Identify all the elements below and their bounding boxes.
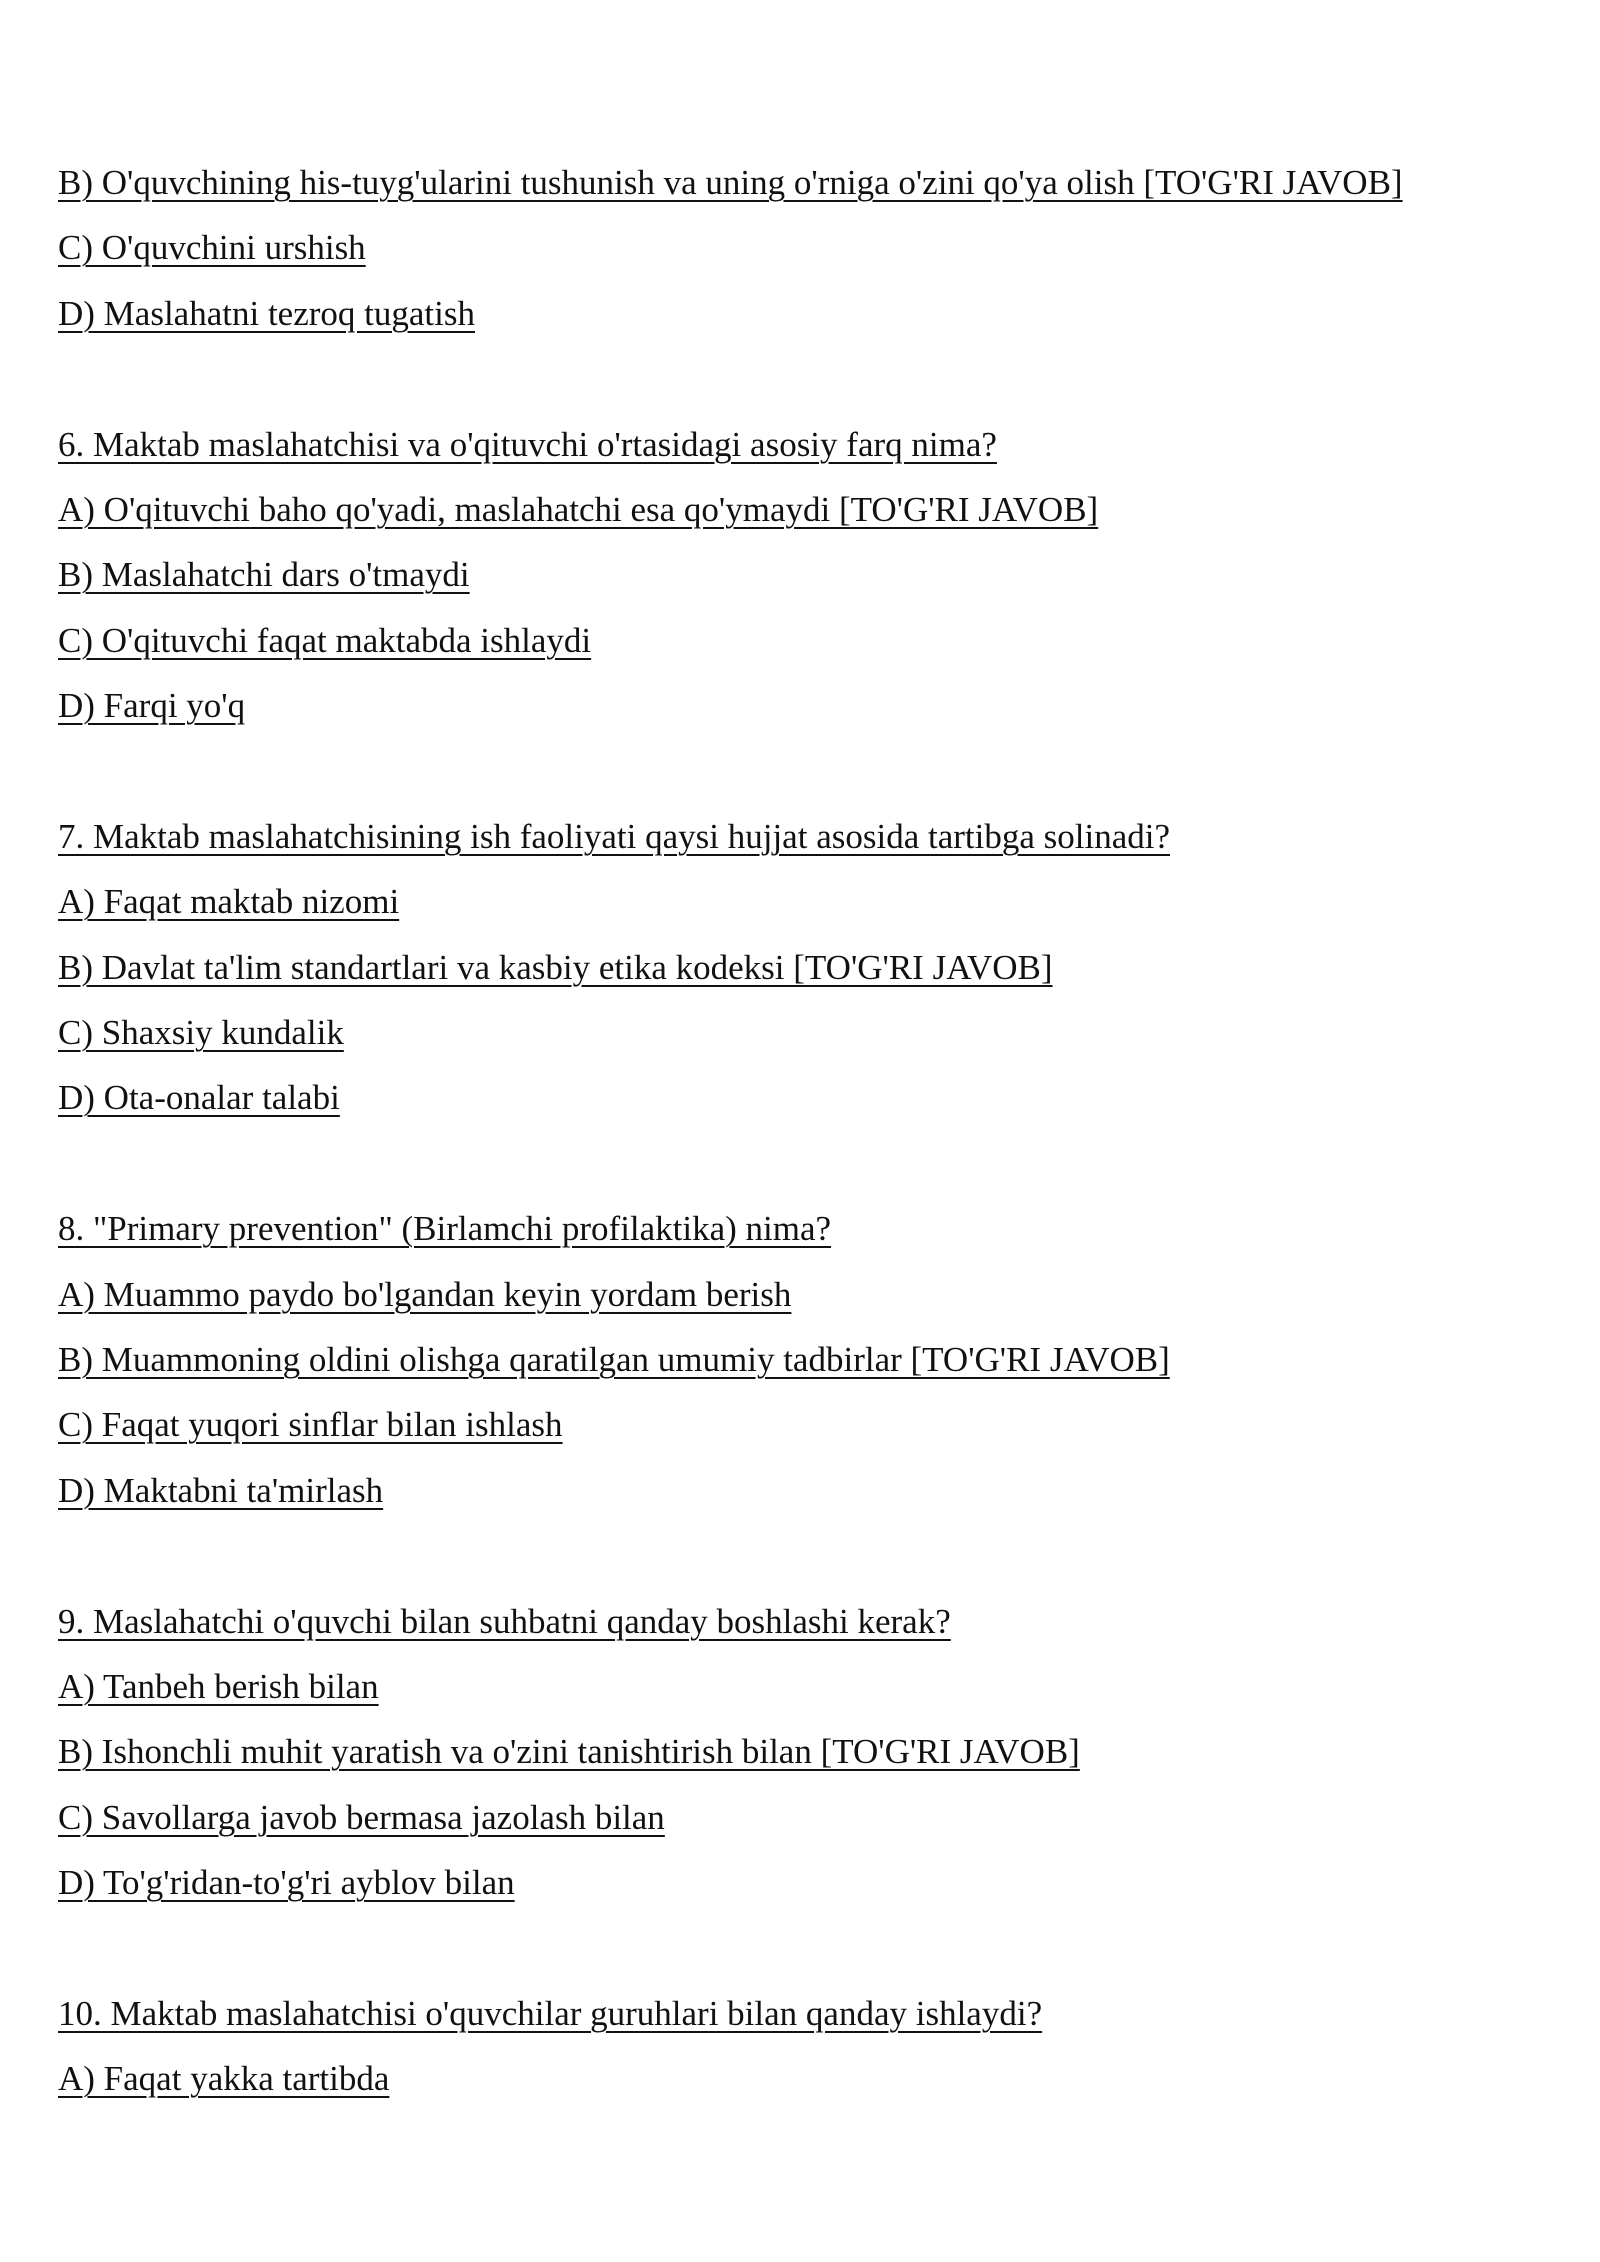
q7-option-b bbox=[58, 935, 1558, 1000]
q6-option-a-text: A) O'qituvchi baho qo'yadi, maslahatchi esa qo'ymaydi [TO'G'RI JAVOB] bbox=[58, 489, 1099, 529]
q8-option-b-text: B) Muammoning oldini olishga qaratilgan umumiy tadbirlar [TO'G'RI JAVOB] bbox=[58, 1340, 1170, 1380]
q8-question bbox=[58, 1196, 1558, 1261]
q9-option-c-text: C) Savollarga javob bermasa jazolash bilan bbox=[58, 1797, 665, 1837]
q7-option-d-text: D) Ota-onalar talabi bbox=[58, 1078, 340, 1118]
q9-question-text: 9. Maslahatchi o'quvchi bilan suhbatni qanday boshlashi kerak? bbox=[58, 1601, 951, 1641]
q6-option-c-text: C) O'qituvchi faqat maktabda ishlaydi bbox=[58, 620, 592, 660]
q8-question-text: 8. "Primary prevention" (Birlamchi profilaktika) nima? bbox=[58, 1209, 832, 1249]
q9-question bbox=[58, 1589, 1558, 1654]
q9-option-a bbox=[58, 1654, 1558, 1719]
spacer bbox=[58, 1523, 1558, 1588]
q6-option-c bbox=[58, 608, 1558, 673]
spacer bbox=[58, 1131, 1558, 1196]
q8-option-c-text: C) Faqat yuqori sinflar bilan ishlash bbox=[58, 1405, 563, 1445]
quiz-content bbox=[58, 150, 1558, 2112]
q9-option-d bbox=[58, 1850, 1558, 1915]
q9-option-a-text: A) Tanbeh berish bilan bbox=[58, 1666, 379, 1706]
q7-option-a bbox=[58, 869, 1558, 934]
q7-question bbox=[58, 804, 1558, 869]
spacer bbox=[58, 1916, 1558, 1981]
q8-option-c bbox=[58, 1392, 1558, 1457]
q9-option-b-text: B) Ishonchli muhit yaratish va o'zini tanishtirish bilan [TO'G'RI JAVOB] bbox=[58, 1732, 1080, 1772]
q7-option-c-text: C) Shaxsiy kundalik bbox=[58, 1013, 344, 1053]
q7-option-b-text: B) Davlat ta'lim standartlari va kasbiy etika kodeksi [TO'G'RI JAVOB] bbox=[58, 947, 1053, 987]
q5-option-d bbox=[58, 281, 1558, 346]
q5-option-b-text: B) O'quvchining his-tuyg'ularini tushunish va uning o'rniga o'zini qo'ya olish [TO'G'RI JAVOB] bbox=[58, 163, 1403, 202]
q6-option-a bbox=[58, 477, 1558, 542]
q9-option-d-text: D) To'g'ridan-to'g'ri ayblov bilan bbox=[58, 1863, 515, 1903]
q9-option-b bbox=[58, 1719, 1558, 1784]
spacer bbox=[58, 739, 1558, 804]
q5-option-d-text: D) Maslahatni tezroq tugatish bbox=[58, 293, 475, 333]
q8-option-a bbox=[58, 1262, 1558, 1327]
q6-option-d bbox=[58, 673, 1558, 738]
q6-option-b-text: B) Maslahatchi dars o'tmaydi bbox=[58, 555, 470, 595]
q7-option-a-text: A) Faqat maktab nizomi bbox=[58, 882, 400, 922]
q7-question-text: 7. Maktab maslahatchisining ish faoliyati qaysi hujjat asosida tartibga solinadi? bbox=[58, 816, 1170, 856]
spacer bbox=[58, 346, 1558, 411]
q8-option-b bbox=[58, 1327, 1558, 1392]
q5-option-b bbox=[58, 150, 1558, 215]
q10-option-a-text: A) Faqat yakka tartibda bbox=[58, 2059, 390, 2099]
q8-option-d bbox=[58, 1458, 1558, 1523]
q6-option-d-text: D) Farqi yo'q bbox=[58, 686, 246, 726]
q6-question bbox=[58, 412, 1558, 477]
q5-option-c-text: C) O'quvchini urshish bbox=[58, 228, 366, 268]
q8-option-d-text: D) Maktabni ta'mirlash bbox=[58, 1470, 384, 1510]
q5-option-c bbox=[58, 215, 1558, 280]
q7-option-c bbox=[58, 1000, 1558, 1065]
q9-option-c bbox=[58, 1785, 1558, 1850]
q10-option-a bbox=[58, 2046, 1558, 2111]
q6-question-text: 6. Maktab maslahatchisi va o'qituvchi o'rtasidagi asosiy farq nima? bbox=[58, 424, 997, 464]
q10-question bbox=[58, 1981, 1558, 2046]
q10-question-text: 10. Maktab maslahatchisi o'quvchilar guruhlari bilan qanday ishlaydi? bbox=[58, 1993, 1043, 2033]
q8-option-a-text: A) Muammo paydo bo'lgandan keyin yordam berish bbox=[58, 1274, 792, 1314]
q6-option-b bbox=[58, 542, 1558, 607]
q7-option-d bbox=[58, 1065, 1558, 1130]
